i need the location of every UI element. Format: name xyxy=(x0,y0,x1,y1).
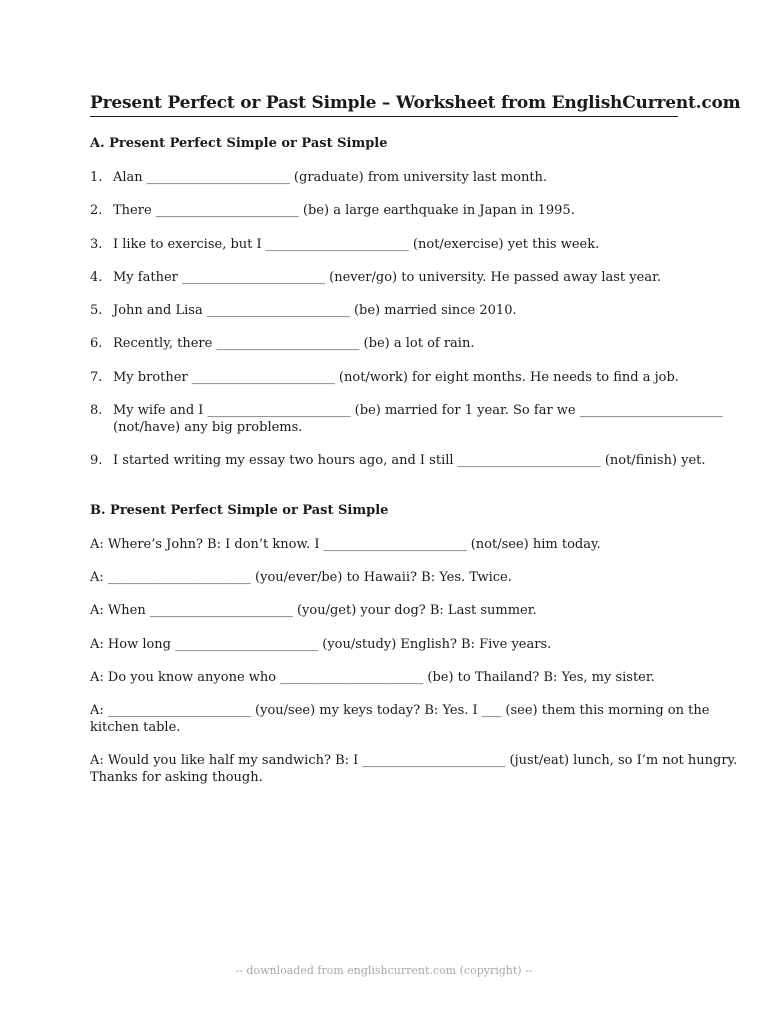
section-b-heading: B. Present Perfect Simple or Past Simple xyxy=(90,503,389,518)
item-number: 7. xyxy=(90,370,103,385)
item-number: 4. xyxy=(90,270,103,285)
item-text: Recently, there ______________________ (be) a lot of rain. xyxy=(113,336,475,351)
dialog-item-6 xyxy=(90,702,710,736)
exercise-item-7 xyxy=(90,369,680,386)
exercise-item-1 xyxy=(90,169,680,186)
page-title: Present Perfect or Past Simple – Worksheet from EnglishCurrent.com xyxy=(90,93,678,117)
item-number: 1. xyxy=(90,170,103,185)
section-a-heading: A. Present Perfect Simple or Past Simple xyxy=(90,136,388,151)
item-text: My brother ______________________ (not/work) for eight months. He needs to find a job. xyxy=(113,370,679,385)
dialog-item-2 xyxy=(90,569,690,586)
item-text: I started writing my essay two hours ago, and I still ______________________ (not/finish) yet. xyxy=(113,453,706,468)
item-text: My wife and I ______________________ (be) married for 1 year. So far we ______________________ xyxy=(113,403,723,418)
item-text-continued: (not/have) any big problems. xyxy=(113,420,303,435)
item-text: Alan ______________________ (graduate) from university last month. xyxy=(113,170,548,185)
item-text: John and Lisa ______________________ (be) married since 2010. xyxy=(113,303,517,318)
dialog-line: A: How long ______________________ (you/study) English? B: Five years. xyxy=(90,637,552,652)
item-number: 2. xyxy=(90,203,103,218)
item-text: There ______________________ (be) a large earthquake in Japan in 1995. xyxy=(113,203,575,218)
dialog-line: A: Would you like half my sandwich? B: I ______________________ (just/eat) lunch, so I’m not hungry. xyxy=(90,753,738,768)
item-number: 8. xyxy=(90,403,103,418)
dialog-line: A: ______________________ (you/ever/be) to Hawaii? B: Yes. Twice. xyxy=(90,570,512,585)
dialog-item-4 xyxy=(90,636,690,653)
exercise-item-6 xyxy=(90,335,680,352)
dialog-line-continued: Thanks for asking though. xyxy=(90,770,263,785)
exercise-item-5 xyxy=(90,302,680,319)
dialog-line: A: When ______________________ (you/get) your dog? B: Last summer. xyxy=(90,603,537,618)
item-text: My father ______________________ (never/go) to university. He passed away last year. xyxy=(113,270,661,285)
dialog-line: A: Do you know anyone who ______________________ (be) to Thailand? B: Yes, my sister. xyxy=(90,670,655,685)
dialog-item-1 xyxy=(90,536,690,553)
item-number: 9. xyxy=(90,453,103,468)
item-number: 3. xyxy=(90,237,103,252)
copyright-footer: -- downloaded from englishcurrent.com (copyright) -- xyxy=(235,964,533,977)
exercise-item-2 xyxy=(90,202,680,219)
exercise-item-4 xyxy=(90,269,680,286)
dialog-item-3 xyxy=(90,602,690,619)
dialog-item-5 xyxy=(90,669,690,686)
dialog-line: A: ______________________ (you/see) my keys today? B: Yes. I ___ (see) them this morning on the xyxy=(90,703,710,718)
exercise-item-8 xyxy=(90,402,723,436)
item-number: 5. xyxy=(90,303,103,318)
dialog-line: A: Where’s John? B: I don’t know. I ______________________ (not/see) him today. xyxy=(90,537,601,552)
exercise-item-3 xyxy=(90,236,680,253)
dialog-item-7 xyxy=(90,752,738,786)
item-number: 6. xyxy=(90,336,103,351)
exercise-item-9 xyxy=(90,452,706,469)
dialog-line-continued: kitchen table. xyxy=(90,720,181,735)
item-text: I like to exercise, but I ______________________ (not/exercise) yet this week. xyxy=(113,237,600,252)
